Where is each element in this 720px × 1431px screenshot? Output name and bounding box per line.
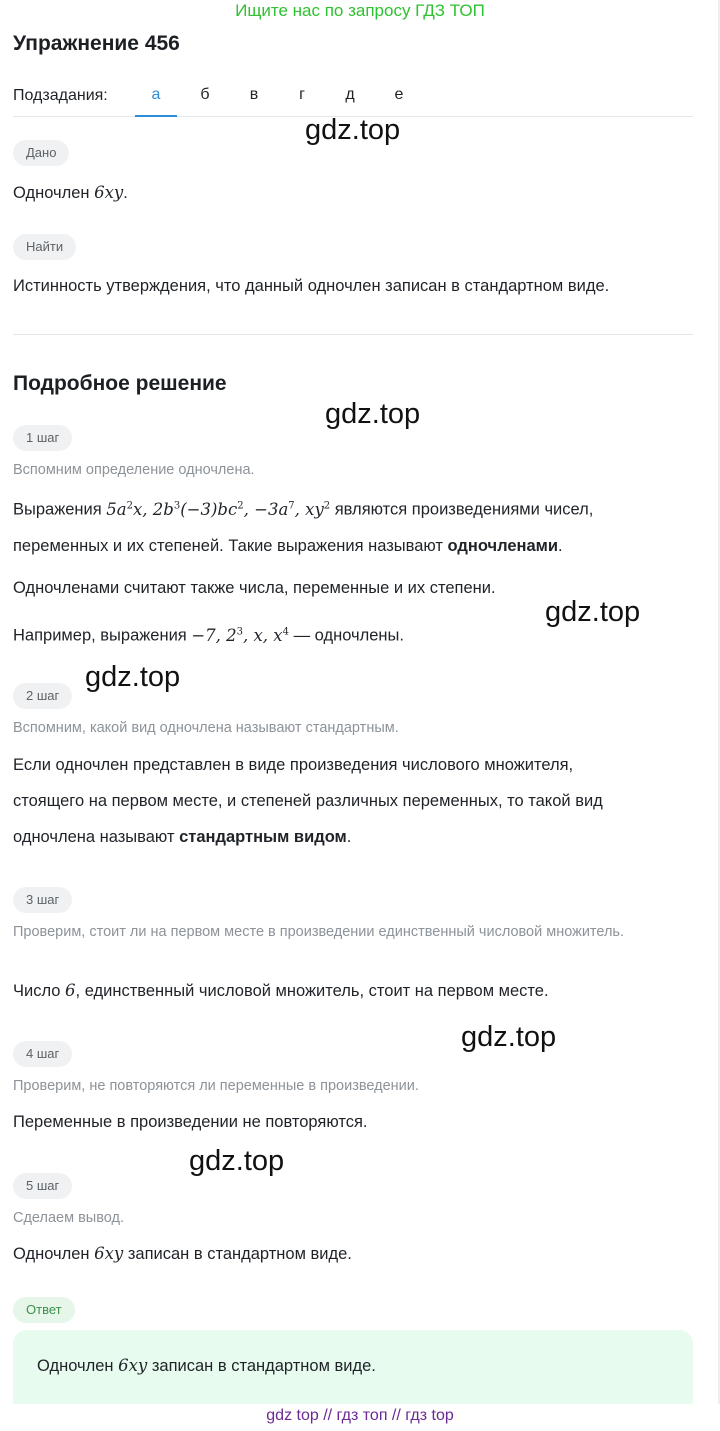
find-pill: Найти <box>13 234 76 260</box>
watermark: gdz.top <box>85 661 181 693</box>
watermark: gdz.top <box>545 596 641 628</box>
given-text: Одночлен 6xy. <box>13 183 128 202</box>
promo-banner[interactable]: Ищите нас по запросу ГДЗ ТОП <box>235 1 485 20</box>
step-5-hint: Сделаем вывод. <box>13 1210 125 1226</box>
tab-g[interactable]: г <box>299 86 305 103</box>
subtasks-label: Подзадания: <box>13 87 108 104</box>
step-5-pill: 5 шаг <box>13 1173 72 1199</box>
step-3-hint: Проверим, стоит ли на первом месте в произведении единственный числовой множитель. <box>13 924 625 940</box>
step-1-paragraph-1: Выражения $5a^2x$, $2b^3(-3)bc^2$, $-3a^7$, $xy^2$ являются произведениями чисел, переменных и их степеней. Такие выражения называют одночленами. <box>13 499 594 555</box>
step-2-paragraph: Если одночлен представлен в виде произведения числового множителя, стоящего на первом месте, и степеней различных переменных, то такой вид одночлена называют стандартным видом. <box>13 756 603 846</box>
step-2-pill: 2 шаг <box>13 683 72 709</box>
step-1-hint: Вспомним определение одночлена. <box>13 462 255 478</box>
find-text: Истинность утверждения, что данный одночлен записан в стандартном виде. <box>13 277 610 295</box>
step-3-text: Число 6, единственный числовой множитель, стоит на первом месте. <box>13 981 549 1000</box>
step-3-pill: 3 шаг <box>13 887 72 913</box>
watermark: gdz.top <box>189 1145 285 1177</box>
step-4-text: Переменные в произведении не повторяются. <box>13 1113 368 1131</box>
given-pill: Дано <box>13 140 69 166</box>
step-1-paragraph-3: Например, выражения −7, $2^3$, x, $x^4$ — одночлены. <box>13 625 404 645</box>
tab-b[interactable]: б <box>200 86 210 103</box>
step-1-pill: 1 шаг <box>13 425 72 451</box>
solution-title: Подробное решение <box>13 372 227 395</box>
watermark: gdz.top <box>325 398 421 430</box>
footer-links[interactable]: gdz top // гдз топ // гдз top <box>0 1404 720 1431</box>
tab-v[interactable]: в <box>249 86 259 103</box>
page-title: Упражнение 456 <box>13 32 180 55</box>
step-4-pill: 4 шаг <box>13 1041 72 1067</box>
answer-pill: Ответ <box>13 1297 75 1323</box>
watermark: gdz.top <box>305 114 401 146</box>
step-5-text: Одночлен 6xy записан в стандартном виде. <box>13 1244 352 1263</box>
divider <box>13 334 693 335</box>
subtasks-row <box>13 86 693 117</box>
step-4-hint: Проверим, не повторяются ли переменные в произведении. <box>13 1078 419 1094</box>
answer-box <box>13 1330 693 1405</box>
watermark: gdz.top <box>461 1021 557 1053</box>
step-1-paragraph-2: Одночленами считают также числа, переменные и их степени. <box>13 579 496 597</box>
answer-text: Одночлен 6xy записан в стандартном виде. <box>37 1356 376 1375</box>
tab-d[interactable]: д <box>345 86 355 103</box>
step-2-hint: Вспомним, какой вид одночлена называют стандартным. <box>13 720 399 736</box>
tab-e[interactable]: е <box>394 86 404 103</box>
tab-a[interactable]: а <box>135 86 177 116</box>
